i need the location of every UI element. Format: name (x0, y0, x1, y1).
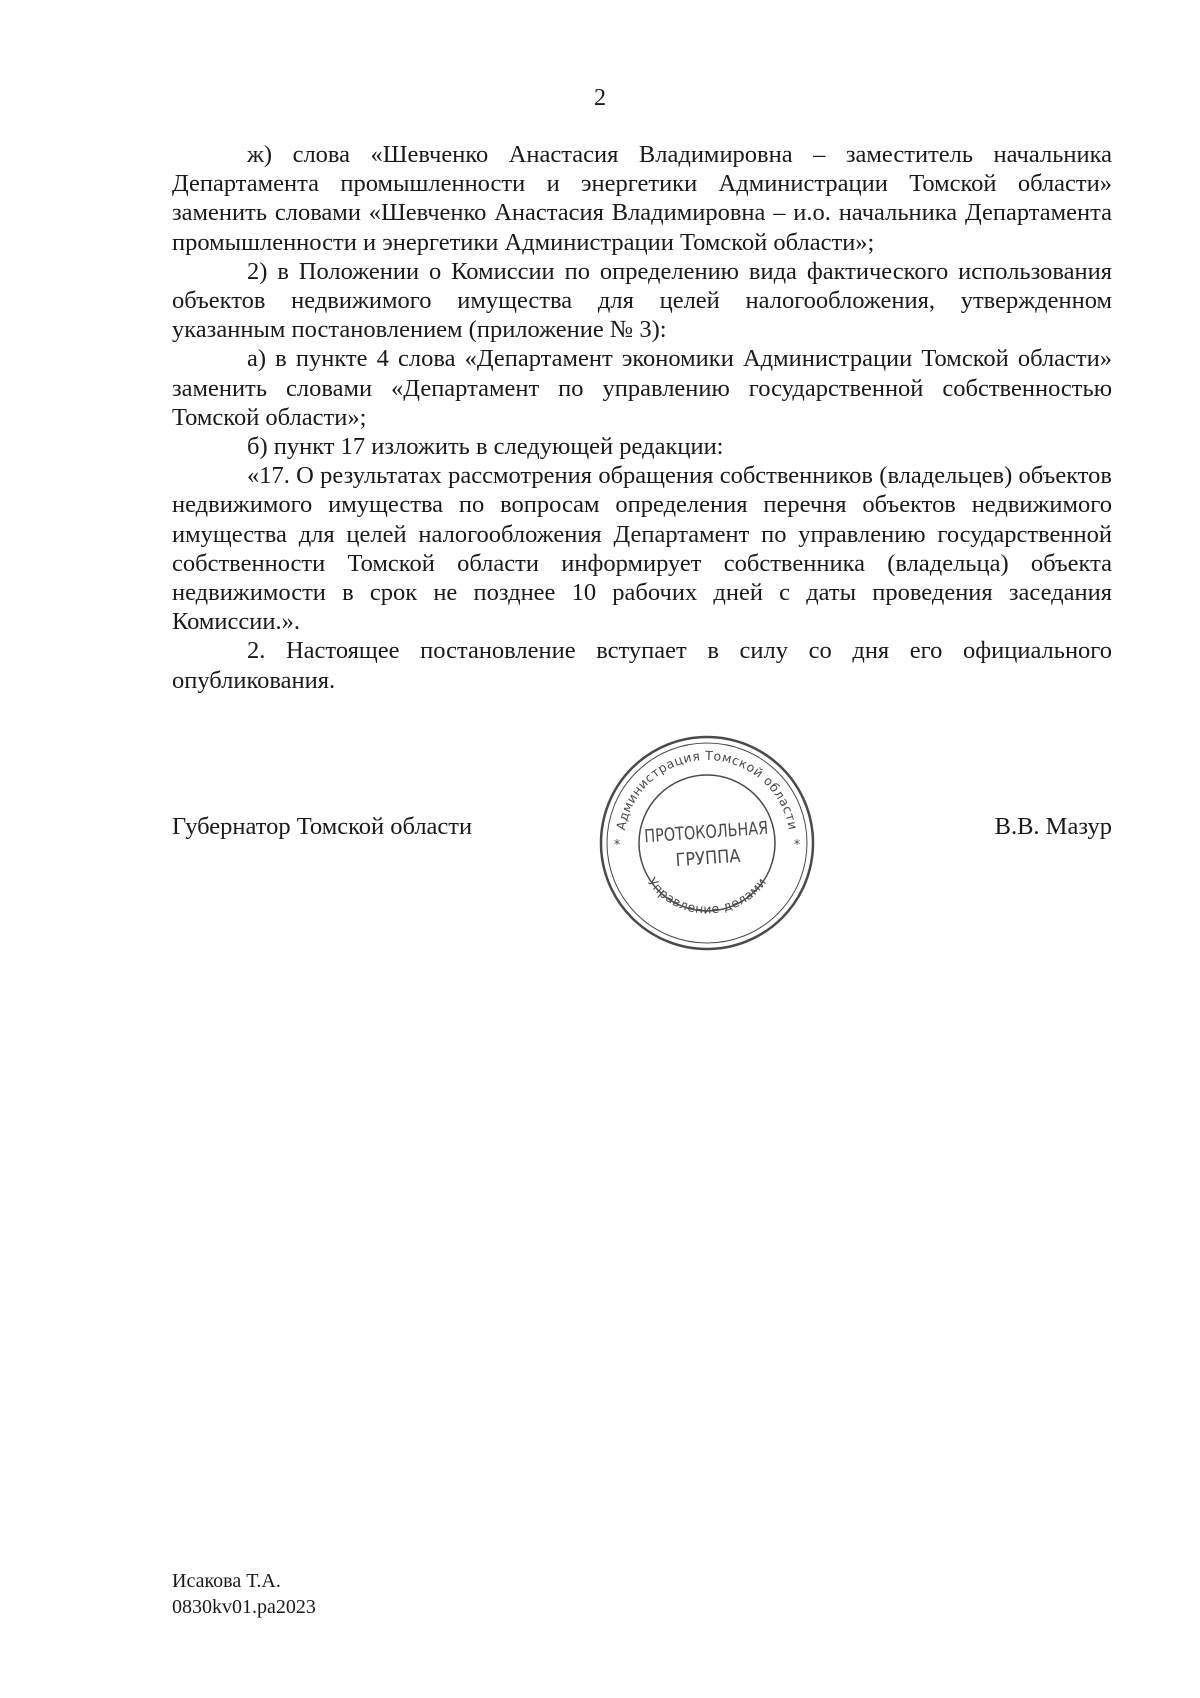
footer-block (172, 1568, 316, 1620)
round-stamp (596, 732, 818, 954)
stamp-top-text: Администрация Томской области (613, 747, 801, 832)
paragraph-item-2: 2) в Положении о Комиссии по определению вида фактического использования объектов недвижимого имущества для целей налогообложения, утвержденном указанным постановлением (приложение № 3): (172, 257, 1112, 344)
stamp-center-line-1: ПРОТОКОЛЬНАЯ (643, 816, 785, 848)
document-code: 0830kv01.pa2023 (172, 1596, 316, 1618)
paragraph-effective-date: 2. Настоящее постановление вступает в силу со дня его официального опубликования. (172, 637, 1112, 694)
stamp-star-right-icon: * (793, 838, 801, 853)
executor-name: Исакова Т.А. (172, 1570, 281, 1592)
paragraph-zh: ж) слова «Шевченко Анастасия Владимировна – заместитель начальника Департамента промышленности и энергетики Администрации Томской области» заменить словами «Шевченко Анастасия Владимировна – и.о. начальника Департамента промышленности и энергетики Администрации Томской области»; (172, 141, 1112, 256)
document-body (172, 140, 1112, 695)
paragraph-b: б) пункт 17 изложить в следующей редакции: (247, 433, 724, 461)
signature-name: В.В. Мазур (994, 813, 1112, 840)
signature-title: Губернатор Томской области (172, 813, 473, 840)
paragraph-point-17: «17. О результатах рассмотрения обращения собственников (владельцев) объектов недвижимого имущества по вопросам определения перечня объектов недвижимого имущества для целей налогообложения Департамент по управлению государственной собственности Томской области информирует собственника (владельца) объекта недвижимости в срок не позднее 10 рабочих дней с даты проведения заседания Комиссии.». (172, 462, 1112, 636)
stamp-bottom-text: Управление делами (644, 874, 770, 917)
stamp-center-line-2: ГРУППА (674, 845, 742, 872)
svg-text:Управление делами (645, 874, 769, 916)
page-number: 2 (594, 85, 606, 111)
paragraph-a: а) в пункте 4 слова «Департамент экономики Администрации Томской области» заменить словами «Департамент по управлению государственной собственностью Томской области»; (172, 345, 1112, 431)
stamp-star-left-icon: * (613, 838, 621, 853)
